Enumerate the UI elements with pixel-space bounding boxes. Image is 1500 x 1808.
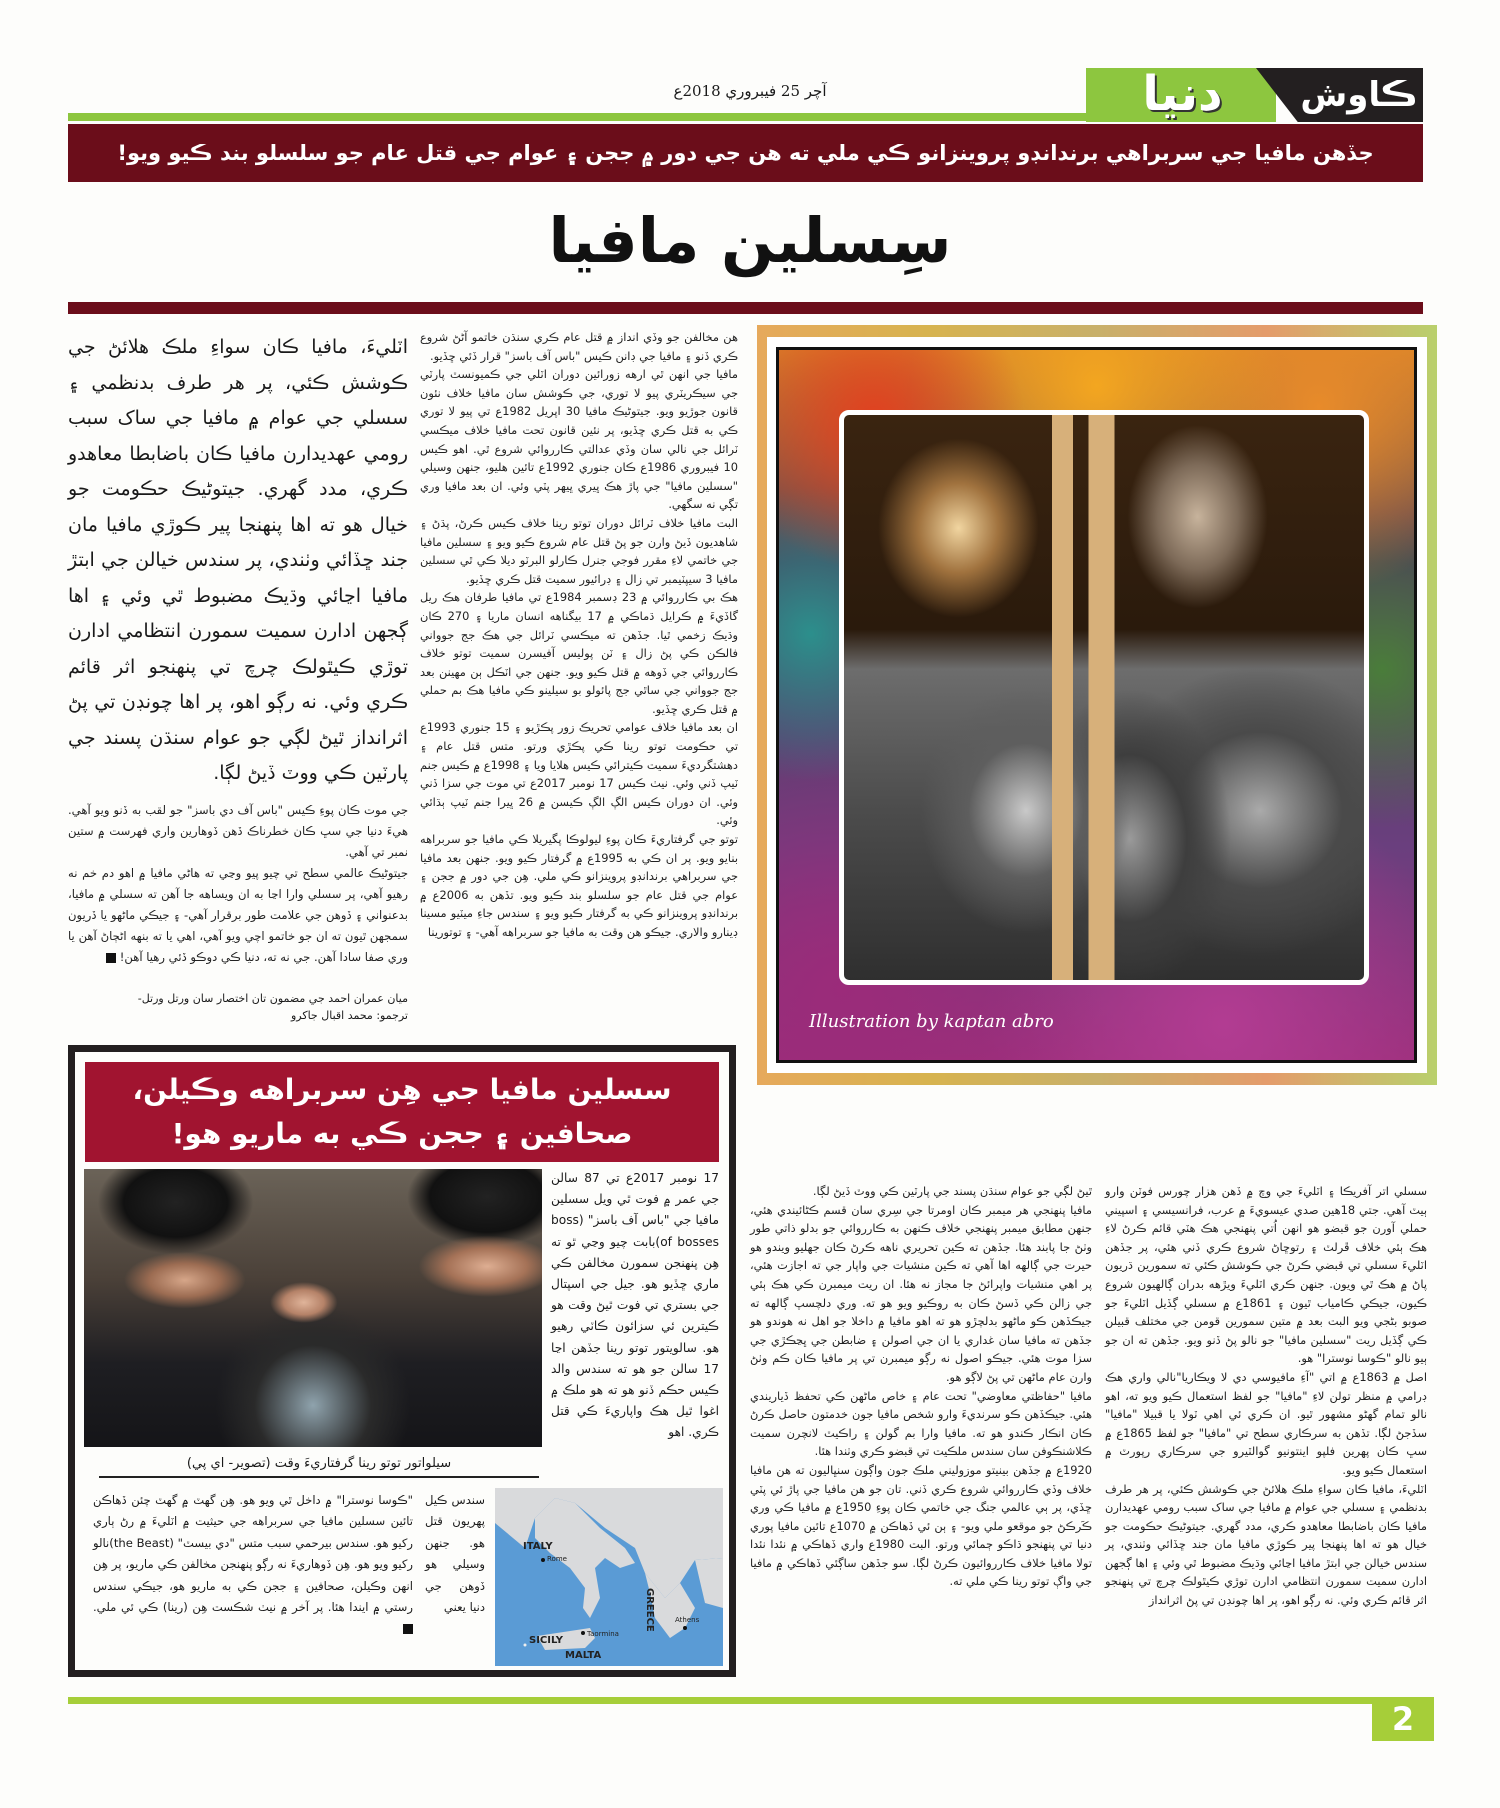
- map-label-malta: MALTA: [565, 1650, 602, 1661]
- paragraph: 1920ع ۾ جڏهن بينيتو موزوليني ملڪ جون واڳون سنڀاليون ته هن مافيا خلاف وڏي ڪارروائي شروع ڪري ڏني. تان جو هن مافيا جي پاڙ ئي پٽي ڇڏي، پر ٻي عالمي جنگ جي خاتمي ڪان پوءِ 1950ع ۾ مافيا ڪي وري ڪَرڪڻ جو موقعو ملي ويو- ۽ ٻن ئي ڏهاڪن ۾ 1070ع تائين مافيا پوري دنيا تي پنهنجو ڌاڪو ڄمائي ورتو. البت 1980ع واري ڏهاڪي ۾ نئدا نئدا تولا مافيا خلاف ڪارروائيون ڪرڻ لڳا. سو جڏهن ساڳئي ڏهاڪي ۾ مافيا جي واڳ توتو رينا ڪي ملي ته.: [750, 1462, 1093, 1589]
- paragraph: اصل ۾ 1863ع ۾ اتي "آءِ مافيوسي دي لا ويڪاريا"نالي واري هڪ ڊرامي ۾ منظر تولن لاءِ "مافيا" جو لفظ استعمال ڪيو ويو ته، اهو نالو تمام گهڻو مشهور ٿيو. ان ڪري ئي اهي ٽولا يا قبيلا "مافيا" سڏجڻ لڳا. تڏهن به سرڪاري سطح تي "مافيا" جو لفظ 1865ع ۾ سڀ ڪان پهرين فلپو اينتونيو گوالٽيرو جي سرڪاري رپورٽ ۾ استعمال ڪيو ويو.: [1105, 1369, 1427, 1477]
- issue-date: آچر 25 فيبروري 2018ع: [673, 82, 827, 100]
- page-headline: سِسلين مافيا: [548, 204, 952, 277]
- sidebar-box: [68, 1045, 736, 1677]
- headline-rule: [68, 302, 1423, 314]
- illustration-credit: Illustration by kaptan abro: [809, 1011, 1054, 1032]
- paragraph: سسلي اتر آفريڪا ۽ اٽليءَ جي وچ ۾ ڏهن هزار چورس فوٽن وارو ٻيٽ آهي. جتي 18هين صدي عيسويءَ ۾ عرب، فرانسيسي ۽ اسپيني حملي آورن جو قبضو هو انهن اُتي پنهنجي هڪ هٽي قائم ڪرڻ لاءِ هڪ ٻئي خلاف ڦرلٽ ۽ رتوڇاڻ شروع ڪري ڏني هئي، پر جڏهن اٽليءَ سسلي تي قبضي ڪرڻ جي ڪوشش ڪئي ته سمورين ڌريون پاڻ ۾ هڪ ٿي ويون. جنهن ڪري اٽليءَ ويڙهه بدران ڳالهيون شروع ڪيون، جيڪي ڪامياب ٿيون ۽ 1861ع ۾ سسلي ڳڏيل اٽليءَ جو صوبو بڻجي ويو البت بعد ۾ متين سمورين قومن جي مختلف قبيلن ڪي ڳڏيل ريت "سسلين مافيا" جو نالو پڻ ڏنو ويو. جڏهن ته ان جو ٻيو نالو "ڪوسا نوسترا" هو.: [1105, 1184, 1427, 1366]
- illustration-image: [776, 347, 1417, 1063]
- paragraph: هن مخالفن جو وڏي انداز ۾ قتل عام ڪري سنڌن خاتمو آڻڻ شروع ڪري ڏنو ۽ مافيا جي ڊانن ڪيس "باس آف باسز" قرار ڏئي ڇڏيو.: [420, 330, 738, 363]
- middle-column-text: [420, 328, 738, 942]
- left-column-text: [68, 800, 408, 968]
- map-label-taormina: Taormina: [587, 1630, 619, 1638]
- paragraph: مافيا جي انهن ٿي ارهه زورائين دوران اٽلي جي ڪميونسٽ پارٽي جي سيڪريٽري پيو لا توري، جي ڪوشش سان مافيا خلاف نئون قانون جوڙيو ويو. جيتوڻيڪ مافيا 30 اپريل 1982ع تي پيو لا توري ڪي به قتل ڪري ڇڏيو، پر نئين قانون تحت مافيا خلاف ميڪسي ٽرائل جي نالي سان وڏي عدالتي ڪارروائي شروع ٿي. اهو ڪيس 10 فيبروري 1986ع ڪان جنوري 1992ع تائين هليو، جنهن وسيلي "سسلين مافيا" جي پاڙ هڪ ڀيري ڀيهر پٽي وئي. ان بعد مافيا وري تڳي نه سگهي.: [420, 367, 739, 512]
- photo-caption: سيلواتور توتو رينا گرفتاريءَ وقت (تصوير- اي پي): [99, 1452, 539, 1478]
- author-credit: ميان عمران احمد جي مضمون تان اختصار سان ورتل ورتل-: [137, 992, 408, 1005]
- newspaper-logo: ڪاوش: [1300, 75, 1418, 115]
- byline: [68, 990, 408, 1024]
- map-label-italy: ITALY: [523, 1541, 553, 1552]
- map-label-sicily: SICILY: [529, 1635, 564, 1646]
- map-label-rome: Rome: [547, 1555, 567, 1563]
- illustration-frame: [757, 325, 1437, 1085]
- paragraph: جيتوڻيڪ عالمي سطح تي چيو پيو وڃي ته هاڻي مافيا ۾ اهو دم خم نه رهيو آهي، پر سسلي وارا اڃا به ان ويساهه جا آهن ته سسلي ۾ مافيا، بدعنواني ۽ ڏوهن جي علامت طور برقرار آهي- ۽ جيڪي ماڻهو يا ڏريون سمجهن ٿيون ته ان جو خاتمو اچي ويو آهي، اهي يا ته بنهه اڻڄاڻ آهن يا وري صفا سادا آهن. جي نه ته، دنيا ڪي دوڪو ڏئي رهيا آهن!: [68, 866, 408, 964]
- bottom-column-2: [1105, 1182, 1427, 1610]
- sidebar-headline-line: صحافين ۽ ججن ڪي به ماريو هو!: [171, 1117, 633, 1150]
- paragraph: مافيا "حفاظتي معاوضي" تحت عام ۽ خاص ماڻهن ڪي تحفظ ڏياريندي هئي. جيڪڏهن ڪو سرنديءَ وارو شخص مافيا جون خدمتون حاصل ڪرڻ ڪان انڪار ڪندو هو ته. مافيا وارا بم گولن ۽ راڪيٽ لانچرن سميت ڪلاشنڪوفن سان سندس ملڪيت تي قبضو ڪري وٺندا هئا.: [750, 1388, 1092, 1459]
- end-mark-icon: [106, 953, 116, 963]
- paragraph: توتو جي گرفتاريءَ ڪان پوءِ ليولوڪا پگيريلا ڪي مافيا جو سربراهه بنايو ويو. پر ان ڪي به 1995ع ۾ گرفتار ڪيو ويو. جنهن بعد مافيا جي سربراهي برندانڊو پروينزانو ڪي ملي. هِن جي دور ۾ ججن ۽ عوام جي قتل عام جو سلسلو بند ڪيو ويو. تڏهن به 2006ع ۾ برندانڊو پروينزانو ڪي به گرفتار ڪيو ويو ۽ سندس جاءِ ميٽيو مسينا ڊينارو والاري. جيڪو هن وقت به مافيا جو سربراهه آهي- ۽ توتورينا: [420, 832, 738, 939]
- sidebar-headline: [85, 1062, 719, 1162]
- kicker-banner: جڏهن مافيا جي سربراهي برندانڊو پروينزانو ڪي ملي ته هن جي دور ۾ ججن ۽ عوام جي قتل عام جو سلسلو بند ڪيو ويو!: [68, 124, 1423, 182]
- lead-paragraph: اٽليءَ، مافيا ڪان سواءِ ملڪ هلائڻ جي ڪوشش ڪئي، پر هر طرف بدنظمي ۽ سسلي جي عوام ۾ مافيا جي ساک سبب رومي عهديدارن مافيا ڪان باضابطا معاهدو ڪري، مدد گهري. جيتوڻيڪ حڪومت جو خيال هو ته اها پنهنجا پير ڪوڙي مافيا مان جند ڇڏائي وٺندي، پر سندس خيالن جي ابتڙ مافيا اڃائي وڌيڪ مضبوط ٿي وئي ۽ اها ڳجهن ادارن سميت سمورن انتظامي ادارن توڙي ڪيٿولڪ چرچ تي پنهنجو اثر قائم ڪري وئي. نه رڳو اهو، پر اها چونڊن تي پڻ اثرانداز ٿيڻ لڳي جو عوام سنڌن پسند جي پارٽين ڪي ووٽ ڏيڻ لڳا.: [68, 336, 408, 784]
- italy-map: [495, 1488, 723, 1666]
- bottom-column-1: [750, 1182, 1092, 1591]
- section-name: دنيا: [1142, 66, 1223, 122]
- paragraph: البت مافيا خلاف ٽرائل دوران توتو رينا خلاف ڪيس ڪرڻ، پڌڻ ۽ شاهديون ڏيڻ وارن جو پڻ قتل عام شروع ڪيو ويو ۽ سسلين مافيا جي خاتمي لاءِ مقرر فوجي جنرل ڪارلو البرٽو ديلا ڪي ٿي سسلين مافيا 3 سيپٽيمبر تي زال ۽ ڊرائيور سميت قتل ڪري ڇڏيو.: [420, 515, 738, 586]
- sidebar-right-text: 17 نومبر 2017ع تي 87 سالن جي عمر ۾ فوت ٿي ويل سسلين مافيا جي "باس آف باسز" (boss of bosses)بابت چيو وڃي ٿو ته هِن پنهنجن سمورن مخالفن ڪي ماري ڇڏيو هو. جيل جي اسپتال جي بستري تي فوت ٿيڻ وقت هو ڪيترين ئي سزائون ڪاٽي رهيو هو. سالويتور توتو رينا جڏهن اڃا 17 سالن جو هو ته سندس والد ڪيس حڪم ڏنو هو ته هو ملڪ ۾ اغوا ٿيل هڪ واپاريءَ ڪي قتل ڪري. اهو: [551, 1171, 719, 1440]
- arrest-photo: [84, 1169, 542, 1447]
- sidebar-bottom-text: "ڪوسا نوسترا" ۾ داخل ٿي ويو هو. هِن گهٽ ۾ گهٽ چئن ڏهاڪن تائين سسلين مافيا جي سربراهه جي حيثيت ۾ اٽليءَ ۾ رڻ ٻاري رکيو هو. سندس بيرحمي سبب متس "دي بيسٽ" (the Beast)نالو رکيو ويو هو. هِن ڏوهاريءَ نه رڳو پنهنجن مخالفن ڪي ماريو، پر هِن انهن وڪيلن، صحافين ۽ ججن ڪي به ماريو هو، جيڪي سندس رستي ۾ ايندا هئا. پر آخر ۾ نيٺ شڪست هِن (رينا) ڪي ئي ملي.: [93, 1490, 413, 1640]
- paragraph: ان بعد مافيا خلاف عوامي تحريڪ زور پڪڙيو ۽ 15 جنوري 1993ع تي حڪومت توتو رينا ڪي پڪڙي ورتو. متس قتل عام ۽ دهشتگرديءَ سميت ڪيترائي ڪيس هلايا ويا ۽ 1998ع ۾ ڪيس جنم ٽيپ ڏني وئي. نيٺ ڪيس 17 نومبر 2017ع تي موت جي سزا ڏني وئي. ان دوران ڪيس الڳ الڳ ڪيسن ۾ 26 ڀيرا جنم ٽيپ ٻڌائي وئي.: [420, 720, 738, 828]
- paragraph: هڪ بي ڪارروائي ۾ 23 ڊسمبر 1984ع تي مافيا طرفان هڪ ريل گاڏيءَ ۾ ڪرايل ڌماڪي ۾ 17 بيگناهه انسان ماريا ۽ 270 ڪان وڌيڪ زخمي ٿيا. جڏهن ته ميڪسي ٽرائل جي هڪ جج جوواني فالڪن ڪي پڻ زال ۽ ٽن پوليس آفيسرن سميت توتو خلاف ڪارروائي جي ڏوهه ۾ قتل ڪيو ويو. جنهن جي اٽڪل ٻن مهينن بعد جج جوواني جي ساٿي جج پائولو بو سيلينو ڪي مافيا هڪ بم حملي ۾ قتل ڪري ڇڏيو.: [420, 590, 738, 716]
- godfather-photo-collage: [839, 410, 1369, 985]
- paragraph: مافيا پنهنجي هر ميمبر ڪان اومرتا جي سِري سان قسم ڪڻائيندي هئي، جنهن مطابق ميمبر پنهنجي خلاف ڪنهن به ڪارروائي جو بدلو ذاتي طور وٺڻ جا پابند هئا. جڏهن ته ڪين تحريري ناهه ڪرڻ ڪان جهليو ويندو هو حيرت جي ڳالهه اها آهي ته ڪين منشيات جي واپار جي ته اجازت هئي، پر اهي منشيات واپرائڻ جا مجاز نه هئا. ان ريت ميمبرن ڪي هڪ ٻئي جي زالن ڪي ڏسڻ ڪان به روڪيو ويو هو ته. وري دلچسپ ڳالهه ته جيڪڏهن ڪو ماڻهو بدلچڙو هو ته اهو مافيا ۾ داخلا جو اهل نه هوندو هو جڏهن ته مافيا سان غداري يا ان جي اصولن ۽ ضابطن جي ڀڃڪڙي جي سزا موت هئي. جيڪو اصول نه رڳو ميمبرن تي پر مافيا ڪان ڪم وٺڻ وارن عام ماڻهن تي پڻ لاڳو هو.: [750, 1202, 1092, 1384]
- sidebar-narrow-text: سندس ڪيل پهريون قتل هو. جنهن وسيلي هو ڏوهن جي دنيا يعني: [425, 1493, 485, 1615]
- paragraph: اٽليءَ، مافيا ڪان سواءِ ملڪ هلائڻ جي ڪوشش ڪئي، پر هر طرف بدنظمي ۽ سسلي جي عوام ۾ مافيا جي ساک سبب رومي عهديدارن مافيا ڪان باضابطا معاهدو ڪري، مدد گهري. جيتوڻيڪ حڪومت جو خيال هو ته اها پنهنجا پير ڪوڙي مافيا مان جند ڇڏائي وٺندي، پر سندس خيالن جي ابتڙ مافيا اڃائي وڌيڪ مضبوط ٿي وئي ۽ اها ڳجهن ادارن سميت سمورن انتظامي ادارن توڙي ڪيٿولڪ چرچ تي پنهنجو اثر قائم ڪري وئي. نه رڳو اهو، پر اها چونڊن تي پڻ اثرانداز: [1105, 1481, 1427, 1608]
- map-label-athens: Athens: [675, 1616, 700, 1624]
- sidebar-headline-line: سسلين مافيا جي هِن سربراهه وڪيلن،: [132, 1073, 672, 1106]
- translator-credit: ترجمو: محمد اقبال جاکرو: [290, 1009, 408, 1022]
- end-mark-icon: [403, 1624, 413, 1634]
- paragraph: جي موت ڪان پوءِ ڪيس "باس آف دي باسز" جو لقب به ڏنو ويو آهي. هيءَ دنيا جي سڀ ڪان خطرناڪ ڏهن ڏوهارين واري فهرست ۾ ستين نمبر تي آهي.: [68, 803, 408, 859]
- masthead-rule: [68, 113, 1086, 121]
- map-label-greece: GREECE: [644, 1588, 655, 1632]
- footer-rule: [68, 1697, 1373, 1704]
- paragraph: ٿيڻ لڳي جو عوام سنڌن پسند جي پارٽين ڪي ووٽ ڏيڻ لڳا.: [812, 1184, 1092, 1198]
- page-number: 2: [1372, 1697, 1434, 1741]
